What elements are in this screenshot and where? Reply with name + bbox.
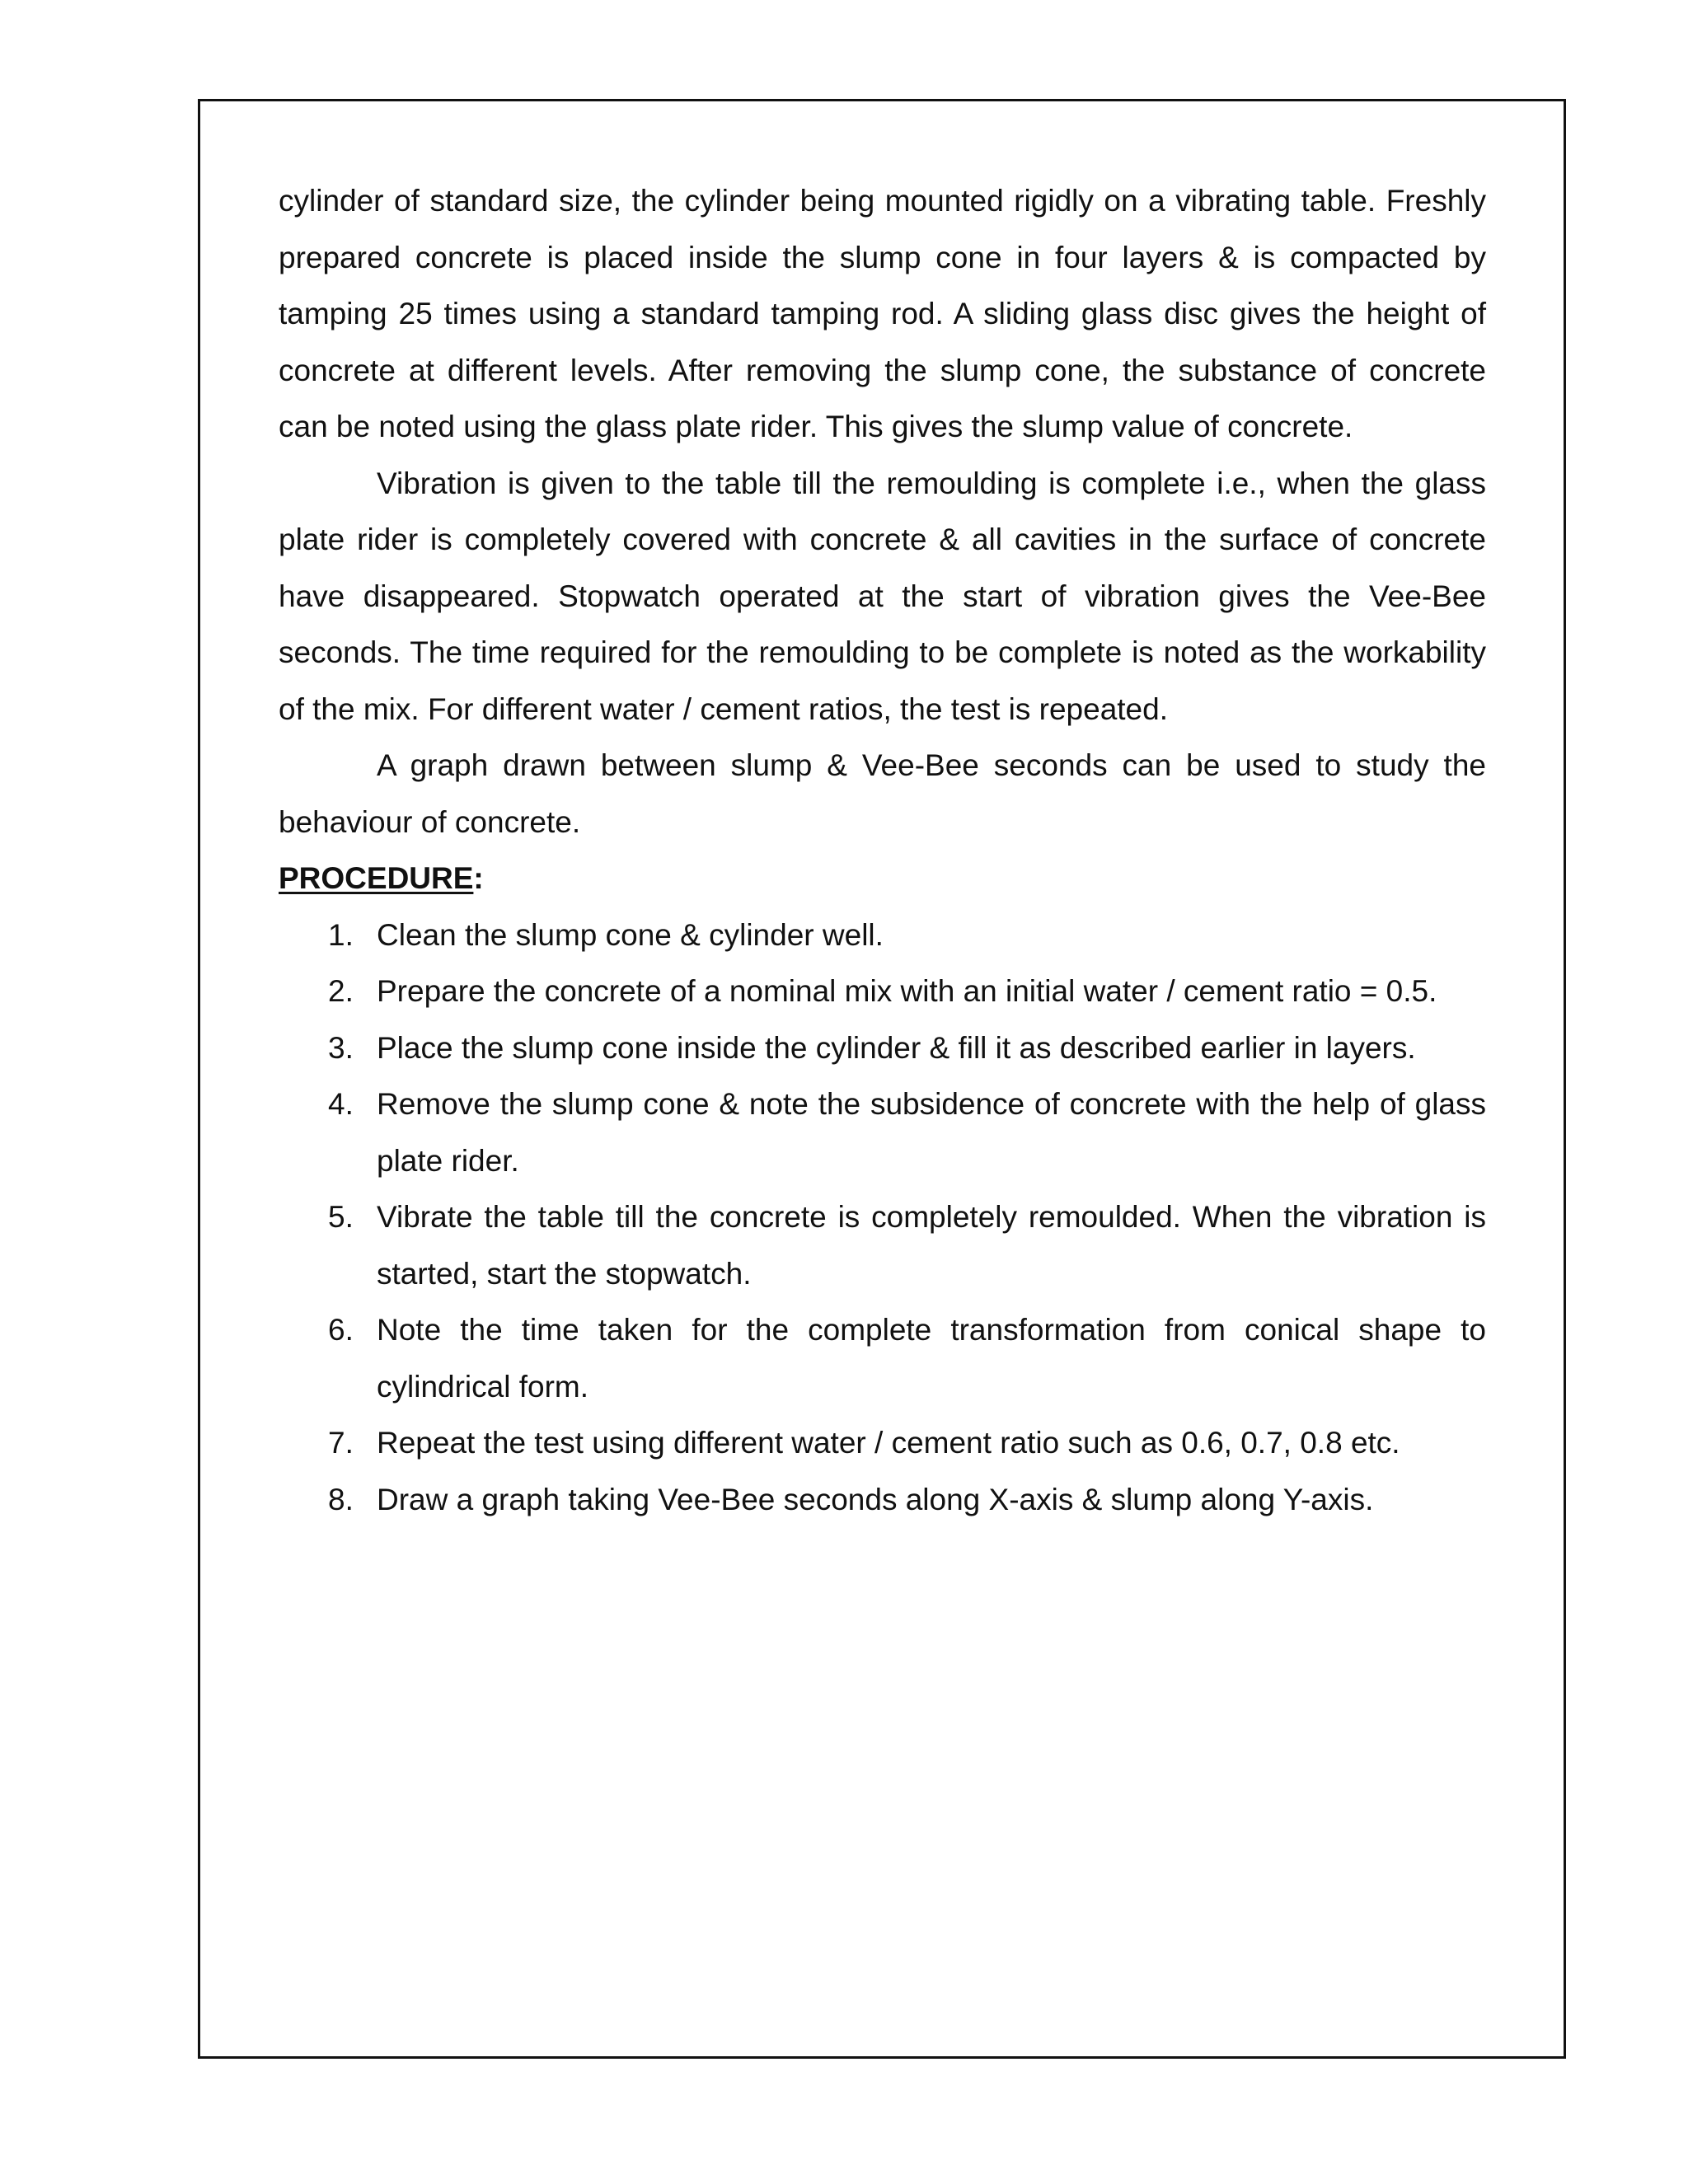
step-number: 6. xyxy=(328,1313,354,1347)
procedure-step xyxy=(279,1076,1486,1189)
step-number: 3. xyxy=(328,1030,354,1065)
step-text: Repeat the test using different water / cement ratio such as 0.6, 0.7, 0.8 etc. xyxy=(377,1426,1400,1460)
step-number: 5. xyxy=(328,1200,354,1234)
procedure-step xyxy=(279,1020,1486,1077)
paragraph-graph: A graph drawn between slump & Vee-Bee seconds can be used to study the behaviour of concrete. xyxy=(279,748,1486,839)
procedure-step xyxy=(279,963,1486,1020)
step-text: Vibrate the table till the concrete is completely remoulded. When the vibration is started, start the stopwatch. xyxy=(377,1200,1486,1291)
procedure-heading-colon: : xyxy=(473,861,484,895)
step-text: Remove the slump cone & note the subsidence of concrete with the help of glass plate rider. xyxy=(377,1087,1486,1178)
document-body xyxy=(279,173,1486,1528)
procedure-steps xyxy=(279,907,1486,1529)
procedure-step xyxy=(279,1415,1486,1472)
step-text: Prepare the concrete of a nominal mix with an initial water / cement ratio = 0.5. xyxy=(377,974,1437,1008)
procedure-step xyxy=(279,1302,1486,1415)
procedure-step xyxy=(279,1189,1486,1302)
paragraph-vibration: Vibration is given to the table till the remoulding is complete i.e., when the glass plate rider is completely covered with concrete & all cavities in the surface of concrete have disappeared. Stopwatch operated at the start of vibration gives the Vee-Bee seconds. The time required for the remoulding to be complete is noted as the workability of the mix. For different water / cement ratios, the test is repeated. xyxy=(279,466,1486,726)
step-number: 1. xyxy=(328,917,354,952)
step-text: Draw a graph taking Vee-Bee seconds along X-axis & slump along Y-axis. xyxy=(377,1482,1374,1516)
step-number: 2. xyxy=(328,974,354,1008)
procedure-step xyxy=(279,1472,1486,1529)
procedure-heading xyxy=(279,851,1486,907)
paragraph-cylinder-description: cylinder of standard size, the cylinder being mounted rigidly on a vibrating table. Freshly prepared concrete is placed inside the slump cone in four layers & is compacted by tamping 25 times using a standard tamping rod. A sliding glass disc gives the height of concrete at different levels. After removing the slump cone, the substance of concrete can be noted using the glass plate rider. This gives the slump value of concrete. xyxy=(279,184,1486,443)
step-number: 7. xyxy=(328,1426,354,1460)
step-number: 4. xyxy=(328,1087,354,1121)
step-number: 8. xyxy=(328,1482,354,1516)
procedure-step xyxy=(279,907,1486,964)
step-text: Clean the slump cone & cylinder well. xyxy=(377,917,884,952)
step-text: Place the slump cone inside the cylinder & fill it as described earlier in layers. xyxy=(377,1030,1416,1065)
step-text: Note the time taken for the complete transformation from conical shape to cylindrical form. xyxy=(377,1313,1486,1404)
procedure-heading-text: PROCEDURE xyxy=(279,861,474,895)
